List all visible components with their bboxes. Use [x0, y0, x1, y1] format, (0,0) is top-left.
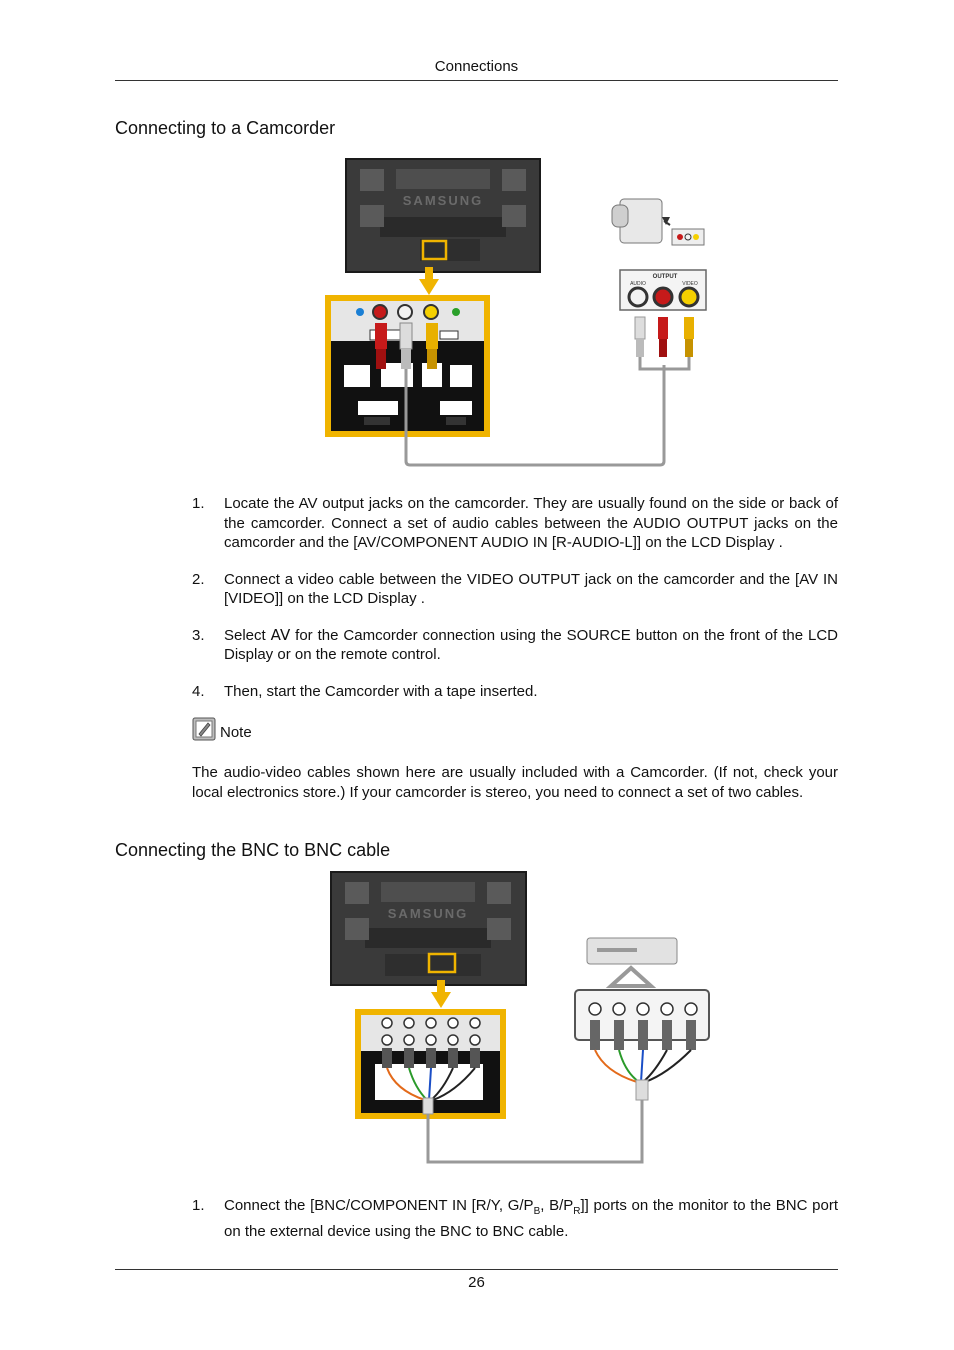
- section-heading-camcorder: Connecting to a Camcorder: [115, 118, 336, 138]
- note-heading: Note: [192, 717, 252, 741]
- header-rule: [115, 80, 838, 81]
- list-item: 4. Then, start the Camcorder with a tape inserted.: [192, 682, 538, 700]
- monitor-brand-1: SAMSUNG: [402, 193, 484, 208]
- list-item: 1. Connect the [BNC/COMPONENT IN [R/Y, $G/P_B$, $B/P_R$]] ports on the monitor to the BNC port on the external device using the BNC to BNC cable.: [192, 1197, 838, 1240]
- note-pencil-icon: [192, 717, 216, 741]
- cam-audio-label: AUDIO: [630, 281, 646, 287]
- list-item: 2. Connect a video cable between the VIDEO OUTPUT jack on the camcorder and the [AV IN [VIDEO]] on the LCD Display .: [192, 570, 838, 607]
- footer-rule: [115, 1269, 838, 1270]
- list-item: 1. Locate the AV output jacks on the camcorder. They are usually found on the side or back of the camcorder. Connect a set of audio cables between the AUDIO OUTPUT jacks on the camcorder and the [AV/COMPONENT AUDIO IN [R-AUDIO-L]] on the LCD Display .: [192, 495, 838, 551]
- av-source-label: AV: [270, 625, 291, 644]
- monitor-brand-2: SAMSUNG: [387, 906, 469, 921]
- cam-video-label: VIDEO: [682, 281, 698, 287]
- bnc-steps: [192, 1196, 838, 1241]
- camcorder-connection-figure: [320, 155, 720, 475]
- list-item: 3. Select AV for the Camcorder connection using the SOURCE button on the front of the LCD Display or on the remote control.: [192, 625, 839, 663]
- bnc-connection-figure: [325, 868, 725, 1168]
- note-text: The audio-video cables shown here are usually included with a Camcorder. (If not, check your local electronics store.) If your camcorder is stereo, you need to connect a set of two cables.: [192, 764, 838, 801]
- section-heading-bnc: Connecting the BNC to BNC cable: [115, 840, 391, 860]
- cam-output-label: OUTPUT: [652, 274, 678, 280]
- camcorder-steps: [192, 494, 838, 701]
- running-header: Connections: [434, 58, 519, 75]
- page-number: 26: [468, 1274, 485, 1291]
